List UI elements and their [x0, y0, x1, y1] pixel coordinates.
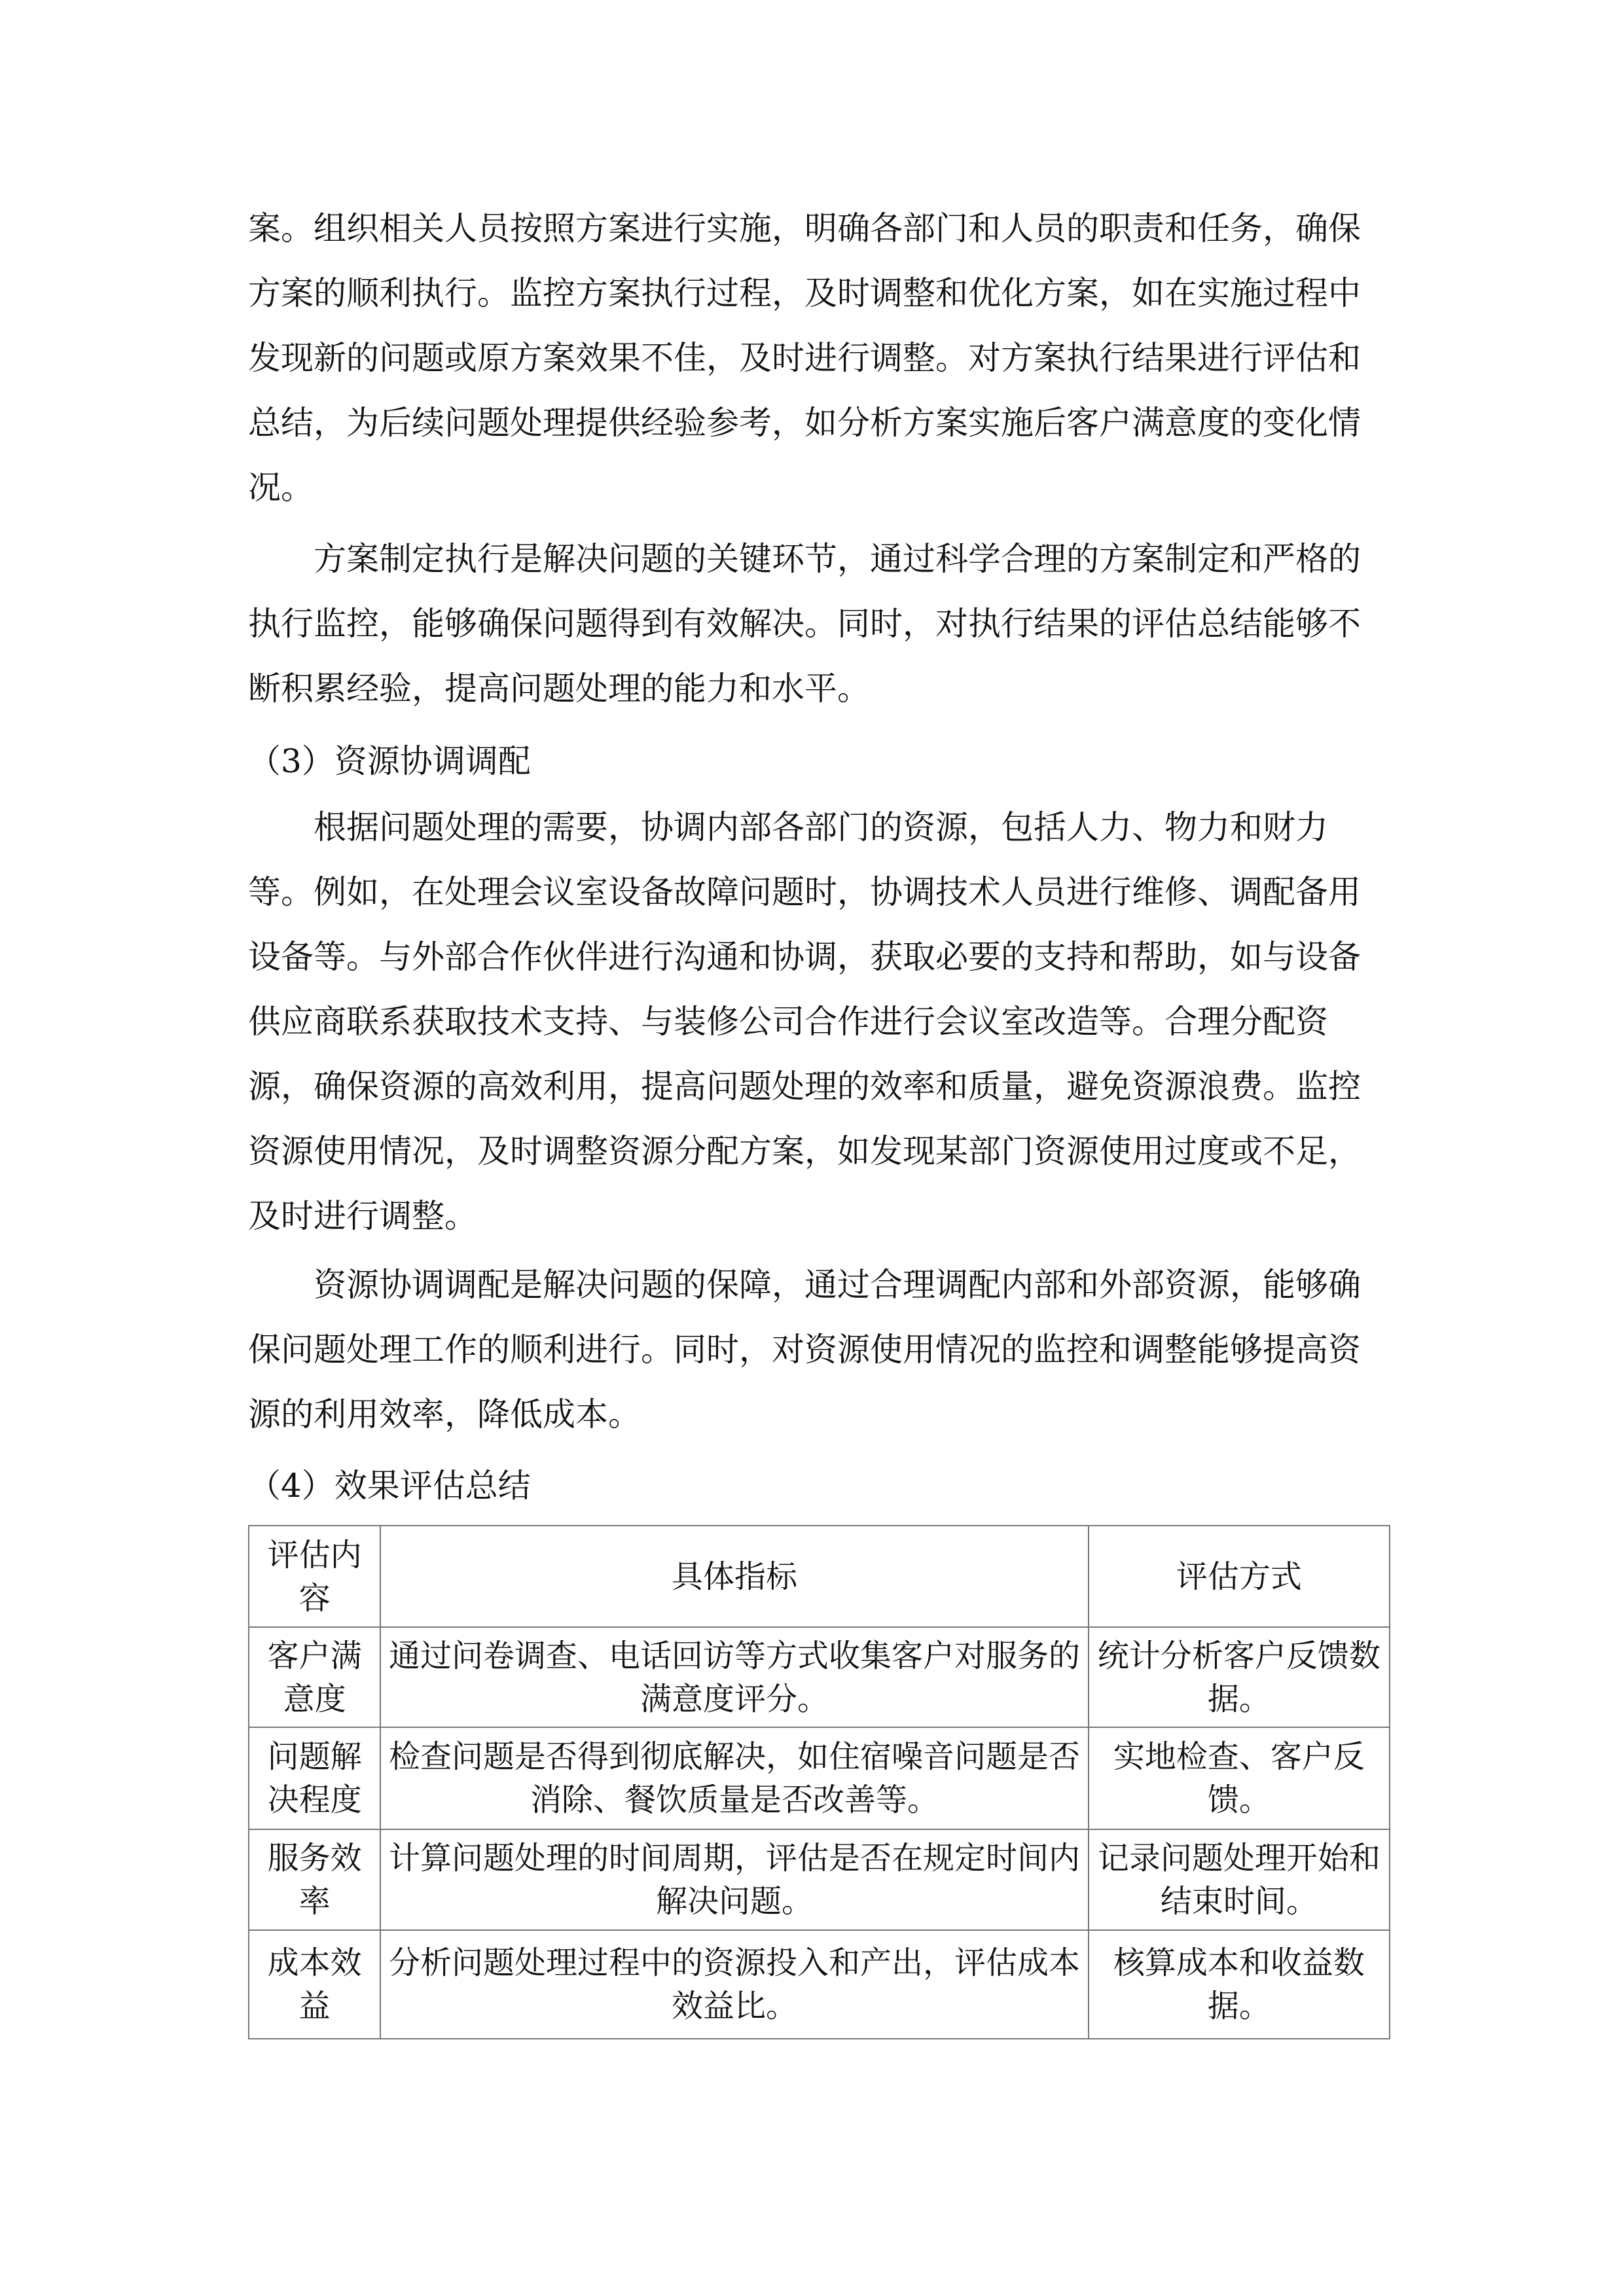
- table-cell: 问题解决程度: [249, 1727, 380, 1829]
- text-line: 供应商联系获取技术支持、与装修公司合作进行会议室改造等。合理分配资: [248, 1003, 1328, 1041]
- text-line: 根据问题处理的需要，协调内部各部门的资源，包括人力、物力和财力: [314, 808, 1328, 846]
- text-line: 总结，为后续问题处理提供经验参考，如分析方案实施后客户满意度的变化情: [248, 404, 1361, 442]
- table-cell: 实地检查、客户反馈。: [1089, 1727, 1390, 1829]
- text-line: 设备等。与外部合作伙伴进行沟通和协调，获取必要的支持和帮助，如与设备: [248, 938, 1361, 976]
- table-cell: 统计分析客户反馈数据。: [1089, 1627, 1390, 1727]
- text-line: 资源协调调配是解决问题的保障，通过合理调配内部和外部资源，能够确: [314, 1266, 1361, 1304]
- section-heading-4: （4）效果评估总结: [248, 1467, 531, 1505]
- table-cell: 分析问题处理过程中的资源投入和产出，评估成本效益比。: [380, 1930, 1088, 2039]
- text-line: 及时进行调整。: [248, 1197, 477, 1235]
- table-cell: 计算问题处理的时间周期，评估是否在规定时间内解决问题。: [380, 1829, 1088, 1930]
- text-line: 源的利用效率，降低成本。: [248, 1395, 641, 1433]
- table-cell: 检查问题是否得到彻底解决，如住宿噪音问题是否消除、餐饮质量是否改善等。: [380, 1727, 1088, 1829]
- text-line: 发现新的问题或原方案效果不佳，及时进行调整。对方案执行结果进行评估和: [248, 339, 1361, 377]
- text-line: 等。例如，在处理会议室设备故障问题时，协调技术人员进行维修、调配备用: [248, 873, 1361, 911]
- text-line: 方案制定执行是解决问题的关键环节，通过科学合理的方案制定和严格的: [314, 540, 1361, 578]
- table-row: [249, 1727, 1390, 1829]
- text-line: 保问题处理工作的顺利进行。同时，对资源使用情况的监控和调整能够提高资: [248, 1331, 1361, 1369]
- header-cell: 评估方式: [1089, 1526, 1390, 1627]
- table-cell: 记录问题处理开始和结束时间。: [1089, 1829, 1390, 1930]
- table-cell: 通过问卷调查、电话回访等方式收集客户对服务的满意度评分。: [380, 1627, 1088, 1727]
- section-heading-3: （3）资源协调调配: [248, 742, 531, 780]
- paragraph-resource-summary: [248, 1253, 1374, 1447]
- table-cell: 服务效率: [249, 1829, 380, 1930]
- table-cell: 客户满意度: [249, 1627, 380, 1727]
- text-line: 案。组织相关人员按照方案进行实施，明确各部门和人员的职责和任务，确保: [248, 209, 1361, 247]
- table-row: [249, 1930, 1390, 2039]
- header-cell: 具体指标: [380, 1526, 1088, 1627]
- paragraph-plan-summary: [248, 527, 1374, 721]
- paragraph-plan-execution: [248, 196, 1374, 520]
- text-line: 源，确保资源的高效利用，提高问题处理的效率和质量，避免资源浪费。监控: [248, 1067, 1361, 1105]
- text-line: 资源使用情况，及时调整资源分配方案，如发现某部门资源使用过度或不足，: [248, 1132, 1361, 1170]
- evaluation-table: [248, 1525, 1390, 2039]
- text-line: 方案的顺利执行。监控方案执行过程，及时调整和优化方案，如在实施过程中: [248, 274, 1361, 312]
- paragraph-resource-coordination: [248, 795, 1374, 1249]
- header-cell: 评估内容: [249, 1526, 380, 1627]
- text-line: 执行监控，能够确保问题得到有效解决。同时，对执行结果的评估总结能够不: [248, 605, 1361, 643]
- table-cell: 成本效益: [249, 1930, 380, 2039]
- table-cell: 核算成本和收益数据。: [1089, 1930, 1390, 2039]
- text-line: 况。: [248, 469, 314, 507]
- table-row: [249, 1627, 1390, 1727]
- table-row: [249, 1829, 1390, 1930]
- table-header-row: [249, 1526, 1390, 1627]
- text-line: 断积累经验，提高问题处理的能力和水平。: [248, 670, 870, 708]
